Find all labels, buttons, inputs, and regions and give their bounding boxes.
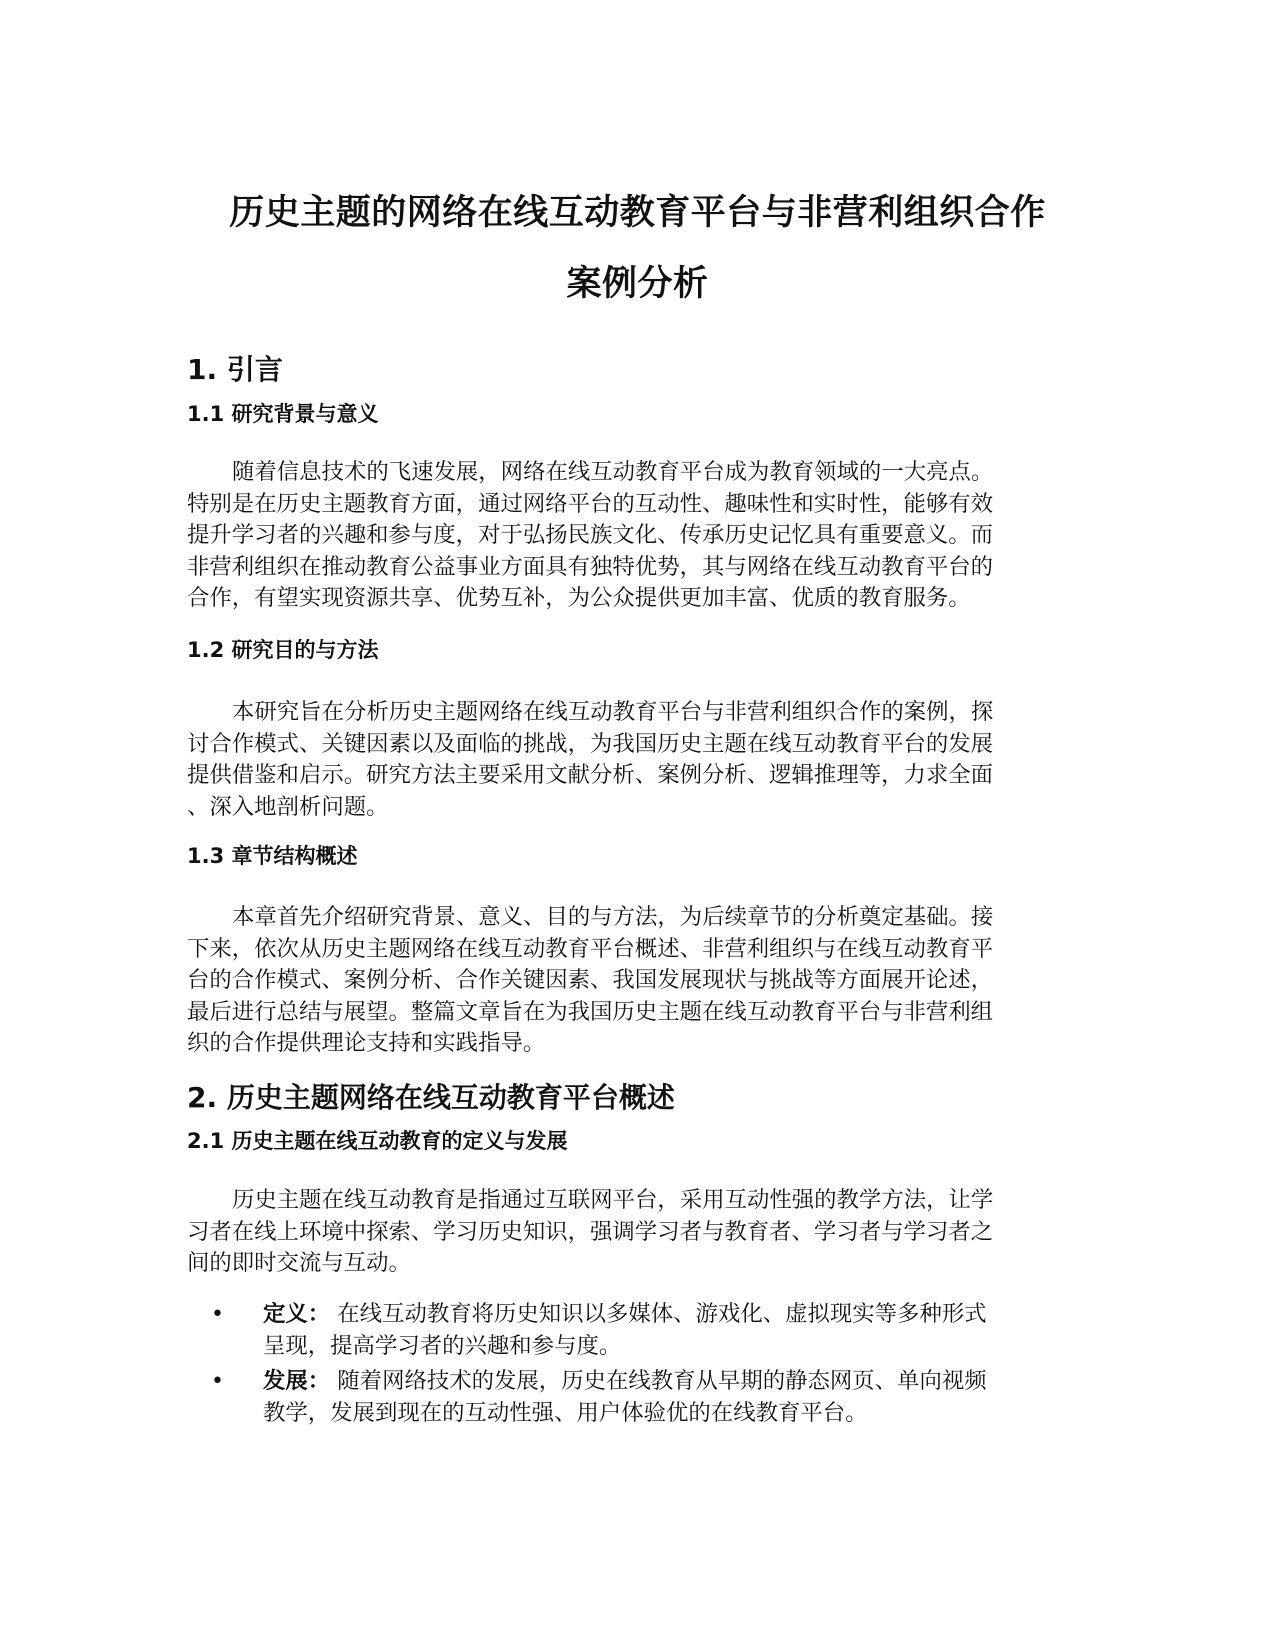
bullet-line: 呈现，提高学习者的兴趣和参与度。 xyxy=(263,1332,622,1359)
paragraph-line: 特别是在历史主题教育方面，通过网络平台的互动性、趣味性和实时性，能够有效 xyxy=(187,490,994,517)
paragraph-2-1 xyxy=(187,1185,1087,1280)
bullet-marker: • xyxy=(211,1302,224,1327)
paragraph-line: 织的合作提供理论支持和实践指导。 xyxy=(187,1030,546,1056)
paragraph-line: 最后进行总结与展望。整篇文章旨在为我国历史主题在线互动教育平台与非营利组 xyxy=(187,998,994,1025)
paragraph-line: 提升学习者的兴趣和参与度，对于弘扬民族文化、传承历史记忆具有重要意义。而 xyxy=(187,522,994,548)
paragraph-1-2 xyxy=(187,697,1087,823)
subsection-heading-1-1: 1.1 研究背景与意义 xyxy=(187,402,379,426)
bullet-text: 在线互动教育将历史知识以多媒体、游戏化、虚拟现实等多种形式 xyxy=(330,1301,987,1327)
paragraph-line: 台的合作模式、案例分析、合作关键因素、我国发展现状与挑战等方面展开论述， xyxy=(187,967,994,993)
bullet-line xyxy=(263,1366,1087,1398)
paragraph-line: 非营利组织在推动教育公益事业方面具有独特优势，其与网络在线互动教育平台的 xyxy=(187,553,994,580)
paragraph-line: 提供借鉴和启示。研究方法主要采用文献分析、案例分析、逻辑推理等，力求全面 xyxy=(187,762,994,788)
bullet-marker: • xyxy=(211,1369,224,1394)
paragraph-line: 合作，有望实现资源共享、优势互补，为公众提供更加丰富、优质的教育服务。 xyxy=(187,585,971,611)
subsection-heading-1-3: 1.3 章节结构概述 xyxy=(187,844,358,868)
paragraph-line: 本章首先介绍研究背景、意义、目的与方法，为后续章节的分析奠定基础。接 xyxy=(232,904,994,930)
paragraph-line: 讨合作模式、关键因素以及面临的挑战，为我国历史主题在线互动教育平台的发展 xyxy=(187,730,994,757)
document-title-line-1: 历史主题的网络在线互动教育平台与非营利组织合作 xyxy=(229,193,1046,233)
paragraph-line: 本研究旨在分析历史主题网络在线互动教育平台与非营利组织合作的案例，探 xyxy=(232,699,994,725)
bullet-line: 教学，发展到现在的互动性强、用户体验优的在线教育平台。 xyxy=(263,1399,868,1426)
paragraph-line: 习者在线上环境中探索、学习历史知识，强调学习者与教育者、学习者与学习者之 xyxy=(187,1218,994,1245)
bullet-list xyxy=(187,1299,1087,1433)
paragraph-line: 下来，依次从历史主题网络在线互动教育平台概述、非营利组织与在线互动教育平 xyxy=(187,935,994,962)
bullet-term: 发展： xyxy=(263,1368,331,1394)
paragraph-1-3 xyxy=(187,902,1087,1060)
paragraph-line: 随着信息技术的飞速发展，网络在线互动教育平台成为教育领域的一大亮点。 xyxy=(232,459,994,485)
list-item xyxy=(187,1366,1087,1429)
section-heading-platform-overview: 2. 历史主题网络在线互动教育平台概述 xyxy=(187,1081,675,1114)
paragraph-1-1 xyxy=(187,457,1087,615)
subsection-heading-2-1: 2.1 历史主题在线互动教育的定义与发展 xyxy=(187,1129,568,1153)
section-heading-introduction: 1. 引言 xyxy=(187,353,283,386)
paragraph-line: 间的即时交流与互动。 xyxy=(187,1250,411,1276)
paragraph-line: 历史主题在线互动教育是指通过互联网平台，采用互动性强的教学方法，让学 xyxy=(232,1187,994,1213)
bullet-term: 定义： xyxy=(263,1301,331,1327)
bullet-line xyxy=(263,1299,1087,1331)
list-item xyxy=(187,1299,1087,1362)
paragraph-line: 、深入地剖析问题。 xyxy=(187,793,389,820)
document-title-line-2: 案例分析 xyxy=(566,264,709,304)
subsection-heading-1-2: 1.2 研究目的与方法 xyxy=(187,638,379,662)
bullet-text: 随着网络技术的发展，历史在线教育从早期的静态网页、单向视频 xyxy=(330,1368,987,1394)
